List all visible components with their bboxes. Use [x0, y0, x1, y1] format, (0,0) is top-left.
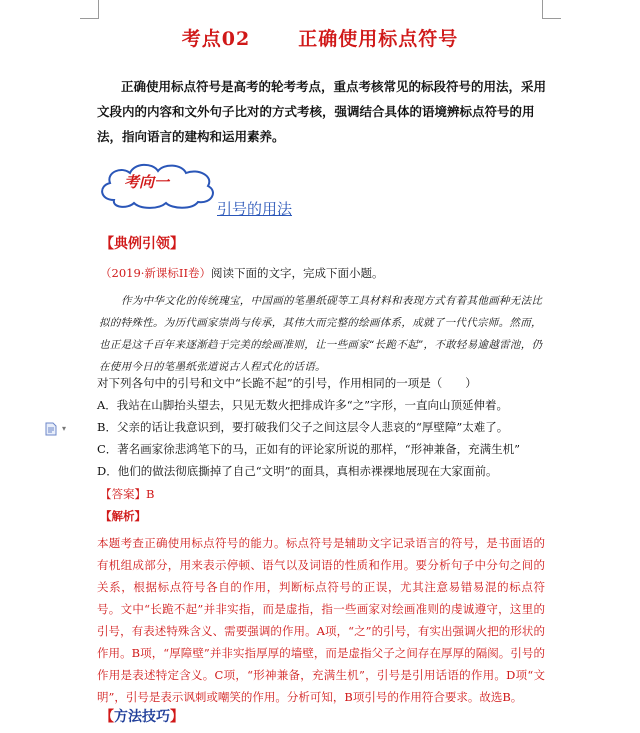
method-bracket-close: 】: [170, 709, 184, 725]
method-bracket-open: 【: [100, 709, 114, 725]
example-header: 【典例引领】: [100, 236, 184, 252]
analysis-text: 本题考查正确使用标点符号的能力。标点符号是辅助文字记录语言的符号，是书面语的有机组成部分，用来表示停顿、语气以及词语的性质和作用。要分析句子中分句之间的关系，根据标点符号各自的作用，判断标点符号的正误，尤其注意易错易混的标点符号。文中“长跪不起”并非实指，而是虚指，指一些画家对绘画准则的虔诚遵守，这里的引号，有表述特殊含义、需要强调的作用。A项，“之”的引号，有实出强调火把的形状的作用。B项，“厚障壁”并非实指厚厚的墙壁，而是虚指父子之间存在厚厚的隔阂。引号的作用是表述特定含义。C项，“形神兼备，充满生机”，引号是引用话语的作用。D项“文明”，引号是表示讽刺或嘲笑的作用。分析可知，B项引号的作用符合要求。故选B。: [97, 536, 545, 704]
option-b: B．父亲的话让我意识到，要打破我们父子之间这层令人悲哀的“厚壁障”太难了。: [97, 420, 509, 434]
option-d: D．他们的做法彻底撕掉了自己“文明”的面具，真相赤裸裸地展现在大家面前。: [97, 464, 498, 478]
title-name: 正确使用标点符号: [298, 28, 459, 50]
intro-paragraph: 正确使用标点符号是高考的轮考考点，重点考核常见的标段符号的用法，采用文段内的内容和文外句子比对的方式考核，强调结合具体的语境辨标点符号的用法，指向语言的建构和运用素养。: [97, 79, 547, 144]
source-tag: （2019·新课标II卷）: [100, 266, 212, 280]
question-stem: 对下列各句中的引号和文中“长跪不起”的引号，作用相同的一项是（ ）: [97, 376, 477, 390]
page-title: [0, 24, 640, 51]
reading-passage: 作为中华文化的传统瑰宝，中国画的笔墨纸砚等工具材料和表现方式有着其他画种无法比拟的特殊性。为历代画家崇尚与传承，其伟大而完整的绘画体系，成就了一代代宗师。然而，也正是这千百年来逐渐趋于完美的绘画准则，让一些画家“长跪不起”，不敢轻易逾越雷池，仍在使用今日的笔墨纸张道说古人程式化的话语。: [99, 295, 543, 373]
section-title-link[interactable]: 引号的用法: [217, 200, 293, 218]
answer-line: [100, 486, 154, 502]
direction-badge-text: 考向一: [124, 173, 170, 191]
option-c: C．著名画家徐悲鸿笔下的马，正如有的评论家所说的那样，“形神兼备，充满生机”: [97, 442, 521, 456]
analysis-label: 【解析】: [100, 509, 146, 523]
chevron-down-icon[interactable]: ▾: [62, 424, 67, 433]
page-corner-mark-right: [542, 0, 561, 19]
document-margin-icon[interactable]: [44, 422, 58, 436]
method-header-text: 方法技巧: [114, 709, 170, 725]
method-header: [100, 706, 184, 726]
answer-label: 【答案】: [100, 487, 146, 501]
option-a: A．我站在山脚抬头望去，只见无数火把排成许多“之”字形，一直向山顶延伸着。: [97, 398, 509, 412]
answer-value: B: [146, 487, 155, 501]
page-corner-mark-left: [80, 0, 99, 19]
title-number: 考点02: [181, 28, 251, 50]
question-source: [100, 265, 384, 281]
source-instruction: 阅读下面的文字，完成下面小题。: [211, 266, 384, 280]
